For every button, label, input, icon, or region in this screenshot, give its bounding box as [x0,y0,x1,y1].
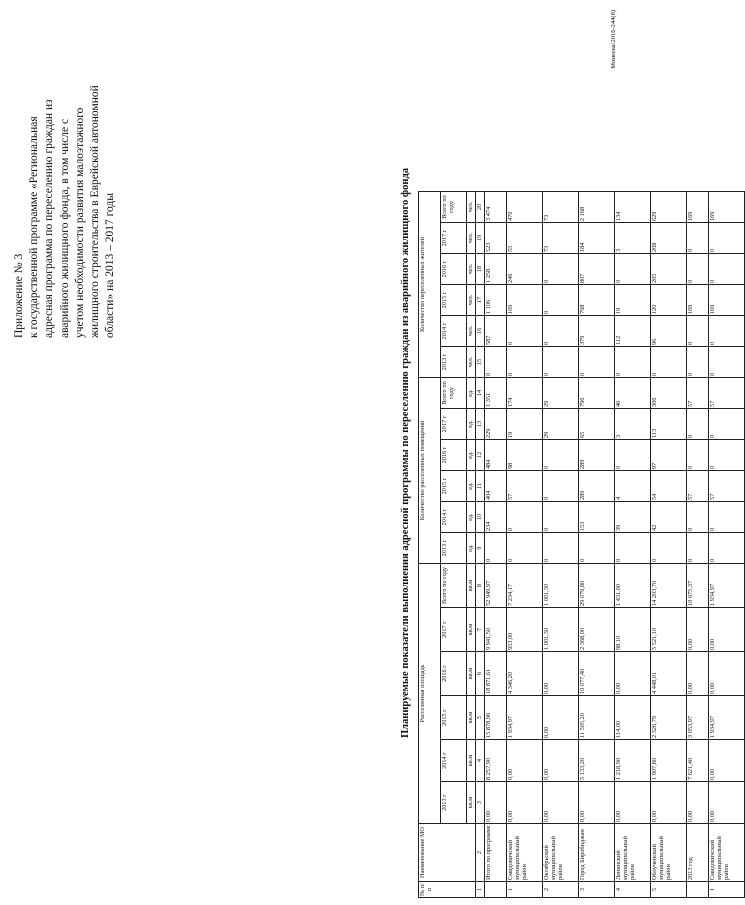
header-year: 2016 г [441,440,467,471]
residents-cell: 169 [709,285,745,316]
residents-cell: 0 [687,223,709,254]
header-year: 2014 г [441,740,467,782]
header-year: 2014 г [441,316,467,347]
column-number: 14 [476,378,485,409]
row-number: 5 [651,882,687,898]
area-cell: 2 326,79 [651,696,687,740]
premises-cell: 57 [507,471,543,502]
area-cell: 8 257,90 [485,740,507,782]
appendix-heading: Приложение № 3 к государственной программе «Региональная адресная программа по переселению граждан из аварийного жилищного фонда, в том числе с учетом необходимости развития малоэтажного жилищного строительства в Еврейской автономной области» на 2013 – 2017 годы [13,85,117,338]
row-number: 1 [709,882,745,898]
table-title: Планируемые показатели выполнения адресной программы по переселению граждан из аварийного жилищного фонда [400,167,411,739]
premises-cell: 0 [543,502,579,533]
premises-cell: 98 [507,440,543,471]
premises-cell: 0 [687,440,709,471]
residents-cell: 169 [687,285,709,316]
header-area: Расселенная площадь [419,564,441,824]
unit-label: кв.м [467,740,476,782]
residents-cell: 0 [543,254,579,285]
header-year: 2016 г [441,652,467,696]
unit-label: кв.м [467,564,476,608]
column-number: 3 [476,782,485,824]
residents-cell: 0 [579,347,615,378]
premises-cell: 0 [651,533,687,564]
municipality-name: Смидовичский муниципальный район [507,824,543,882]
table-row [709,192,745,898]
premises-cell: 0 [543,440,579,471]
area-cell: 7 621,40 [687,740,709,782]
table-row [507,192,543,898]
area-cell: 953,00 [507,608,543,652]
area-cell: 10 077,40 [579,652,615,696]
residents-cell: 208 [651,223,687,254]
column-number: 6 [476,652,485,696]
header-year: 2015 г [441,471,467,502]
premises-cell: 0 [709,502,745,533]
area-cell: 4 346,20 [507,652,543,696]
residents-cell: 169 [709,192,745,223]
residents-cell: 73 [543,192,579,223]
column-number: 18 [476,254,485,285]
premises-cell: 39 [615,502,651,533]
area-cell: 0,00 [579,782,615,824]
municipality-name: Облученский муниципальный район [651,824,687,882]
municipality-name: Город Биробиджан [579,824,615,882]
column-number: 9 [476,533,485,564]
unit-label: чел. [467,285,476,316]
header-name: Наименование МО [419,824,476,882]
header-year: 2015 г [441,285,467,316]
column-number: 19 [476,223,485,254]
premises-cell: 1 351 [485,378,507,409]
premises-cell: 174 [507,378,543,409]
header-year: 2017 г [441,223,467,254]
municipality-name: 2013 год [687,824,709,882]
residents-cell: 96 [651,316,687,347]
column-number: 13 [476,409,485,440]
area-cell: 11 505,20 [579,696,615,740]
premises-cell: 0 [687,533,709,564]
area-cell: 0,00 [543,696,579,740]
area-cell: 0,00 [615,652,651,696]
premises-cell: 796 [579,378,615,409]
table-row [651,192,687,898]
premises-cell: 404 [485,471,507,502]
area-cell: 0,00 [687,652,709,696]
column-number: 11 [476,471,485,502]
area-cell: 1 001,30 [543,608,579,652]
premises-cell: 57 [709,471,745,502]
residents-cell: 798 [579,285,615,316]
residents-cell: 807 [579,254,615,285]
area-cell: 0,00 [709,740,745,782]
header-premises: Количество расселенных помещений [419,378,441,564]
header-year: 2016 г [441,254,467,285]
residents-cell: 0 [709,223,745,254]
area-cell: 7 234,17 [507,564,543,608]
premises-cell: 19 [507,409,543,440]
area-cell: 98,10 [615,608,651,652]
area-cell: 0,00 [709,608,745,652]
premises-cell: 289 [579,440,615,471]
header-total-year: Всего по году [441,564,467,608]
residents-cell: 523 [485,223,507,254]
area-cell: 4 448,01 [651,652,687,696]
row-number: 1 [507,882,543,898]
municipality-name: Итого по программе [485,824,507,882]
header-year: 2013 г [441,533,467,564]
residents-cell: 112 [615,316,651,347]
area-cell: 1 934,97 [709,696,745,740]
premises-cell: 306 [651,378,687,409]
column-number: 8 [476,564,485,608]
unit-label: кв.м [467,608,476,652]
area-cell: 0,00 [543,782,579,824]
column-number: 4 [476,740,485,782]
premises-cell: 0 [543,533,579,564]
table-body [476,192,745,898]
area-cell: 15 878,96 [485,696,507,740]
unit-label: кв.м [467,696,476,740]
residents-cell: 0 [651,347,687,378]
premises-cell: 0 [687,409,709,440]
row-number: 2 [543,882,579,898]
area-cell: 9 941,50 [485,608,507,652]
residents-cell: 0 [507,347,543,378]
residents-cell: 73 [543,223,579,254]
area-cell: 2 368,00 [579,608,615,652]
premises-cell: 65 [579,409,615,440]
premises-cell: 0 [615,440,651,471]
area-cell: 52 949,97 [485,564,507,608]
premises-cell: 46 [615,378,651,409]
residents-cell: 0 [709,316,745,347]
unit-label: чел. [467,223,476,254]
residents-cell: 629 [651,192,687,223]
residents-cell: 169 [687,192,709,223]
column-number: 7 [476,608,485,652]
unit-label: кв.м [467,652,476,696]
area-cell: 0,00 [687,608,709,652]
area-cell: 0,00 [485,782,507,824]
document-code: Минеева/2016-244(8) [610,10,617,69]
indicators-table [418,191,745,898]
premises-cell: 4 [615,471,651,502]
header-no: № п/п [419,882,476,898]
table-row [485,192,507,898]
table-row [543,192,579,898]
table-row [615,192,651,898]
residents-cell: 470 [507,192,543,223]
residents-cell: 0 [543,316,579,347]
area-cell: 0,00 [543,652,579,696]
residents-cell: 55 [507,223,543,254]
unit-label: ед. [467,440,476,471]
area-cell: 1 218,90 [615,740,651,782]
column-number: 16 [476,316,485,347]
column-number: 1 [476,882,485,898]
area-cell: 1 934,97 [507,696,543,740]
column-number: 10 [476,502,485,533]
premises-cell: 97 [651,440,687,471]
unit-label: ед. [467,471,476,502]
premises-cell: 0 [709,440,745,471]
premises-cell: 29 [543,409,579,440]
column-number: 2 [476,824,485,882]
header-year: 2013 г [441,347,467,378]
unit-label: кв.м [467,782,476,824]
residents-cell: 0 [687,254,709,285]
column-number: 15 [476,347,485,378]
area-cell: 29 079,80 [579,564,615,608]
column-number: 20 [476,192,485,223]
table-row [687,192,709,898]
area-cell: 1 431,00 [615,564,651,608]
premises-cell: 57 [687,378,709,409]
premises-cell: 234 [485,502,507,533]
area-cell: 0,00 [687,782,709,824]
header-year: 2014 г [441,502,467,533]
residents-cell: 0 [485,347,507,378]
unit-label: чел. [467,347,476,378]
residents-cell: 0 [709,347,745,378]
residents-cell: 0 [687,347,709,378]
area-cell: 0,00 [709,782,745,824]
row-number [485,882,507,898]
premises-cell: 29 [543,378,579,409]
row-number [687,882,709,898]
municipality-name: Октябрьский муниципальный район [543,824,579,882]
premises-cell: 42 [651,502,687,533]
header-year: 2017 г [441,409,467,440]
premises-cell: 484 [485,440,507,471]
premises-cell: 0 [507,502,543,533]
premises-cell: 57 [687,471,709,502]
area-cell: 5 133,20 [579,740,615,782]
residents-cell: 0 [615,254,651,285]
residents-cell: 1 106 [485,285,507,316]
premises-cell: 54 [651,471,687,502]
premises-cell: 0 [687,502,709,533]
header-year: 2017 г [441,608,467,652]
area-cell: 0,00 [507,782,543,824]
premises-cell: 0 [485,533,507,564]
unit-label: ед. [467,533,476,564]
premises-cell: 229 [485,409,507,440]
unit-label: ед. [467,409,476,440]
header-total-year: Всего по году [441,192,467,223]
header-year: 2015 г [441,696,467,740]
premises-cell: 0 [615,533,651,564]
column-number: 12 [476,440,485,471]
residents-cell: 134 [615,192,651,223]
area-cell: 14 203,70 [651,564,687,608]
unit-label: ед. [467,378,476,409]
municipality-name: Смидовичский муниципальный район [709,824,745,882]
residents-cell: 246 [507,254,543,285]
column-number: 5 [476,696,485,740]
header-residents: Количество переселенных жителей [419,192,441,378]
area-cell: 1 907,80 [651,740,687,782]
area-cell: 0,00 [615,782,651,824]
residents-cell: 587 [485,316,507,347]
residents-cell: 0 [687,316,709,347]
premises-cell: 3 [615,409,651,440]
residents-cell: 0 [507,316,543,347]
row-number: 3 [579,882,615,898]
residents-cell: 379 [579,316,615,347]
area-cell: 0,00 [507,740,543,782]
area-cell: 10 675,37 [687,564,709,608]
premises-cell: 0 [507,533,543,564]
column-number: 17 [476,285,485,316]
header-year: 2013 г [441,782,467,824]
residents-cell: 205 [651,254,687,285]
area-cell: 114,00 [615,696,651,740]
premises-cell: 153 [579,502,615,533]
residents-cell: 1 258 [485,254,507,285]
area-cell: 1 934,97 [709,564,745,608]
residents-cell: 0 [543,285,579,316]
premises-cell: 113 [651,409,687,440]
residents-cell: 3 474 [485,192,507,223]
premises-cell: 57 [709,378,745,409]
area-cell: 3 053,97 [687,696,709,740]
rotated-page [12,8,731,898]
premises-cell: 289 [579,471,615,502]
municipality-name: Ленинский муниципальный район [615,824,651,882]
area-cell: 18 871,61 [485,652,507,696]
premises-cell: 0 [543,471,579,502]
area-cell: 1 001,30 [543,564,579,608]
residents-cell: 2 168 [579,192,615,223]
area-cell: 0,00 [543,740,579,782]
header-total-year: Всего по году [441,378,467,409]
residents-cell: 120 [651,285,687,316]
premises-cell: 0 [709,533,745,564]
unit-label: чел. [467,316,476,347]
residents-cell: 3 [615,223,651,254]
row-number: 4 [615,882,651,898]
unit-label: ед. [467,502,476,533]
unit-label: чел. [467,254,476,285]
unit-label: чел. [467,192,476,223]
residents-cell: 0 [615,347,651,378]
residents-cell: 0 [543,347,579,378]
residents-cell: 0 [709,254,745,285]
premises-cell: 0 [579,533,615,564]
residents-cell: 19 [615,285,651,316]
area-cell: 5 521,10 [651,608,687,652]
area-cell: 0,00 [709,652,745,696]
column-number-row [476,192,485,898]
premises-cell: 0 [709,409,745,440]
residents-cell: 184 [579,223,615,254]
area-cell: 0,00 [651,782,687,824]
table-row [579,192,615,898]
residents-cell: 169 [507,285,543,316]
